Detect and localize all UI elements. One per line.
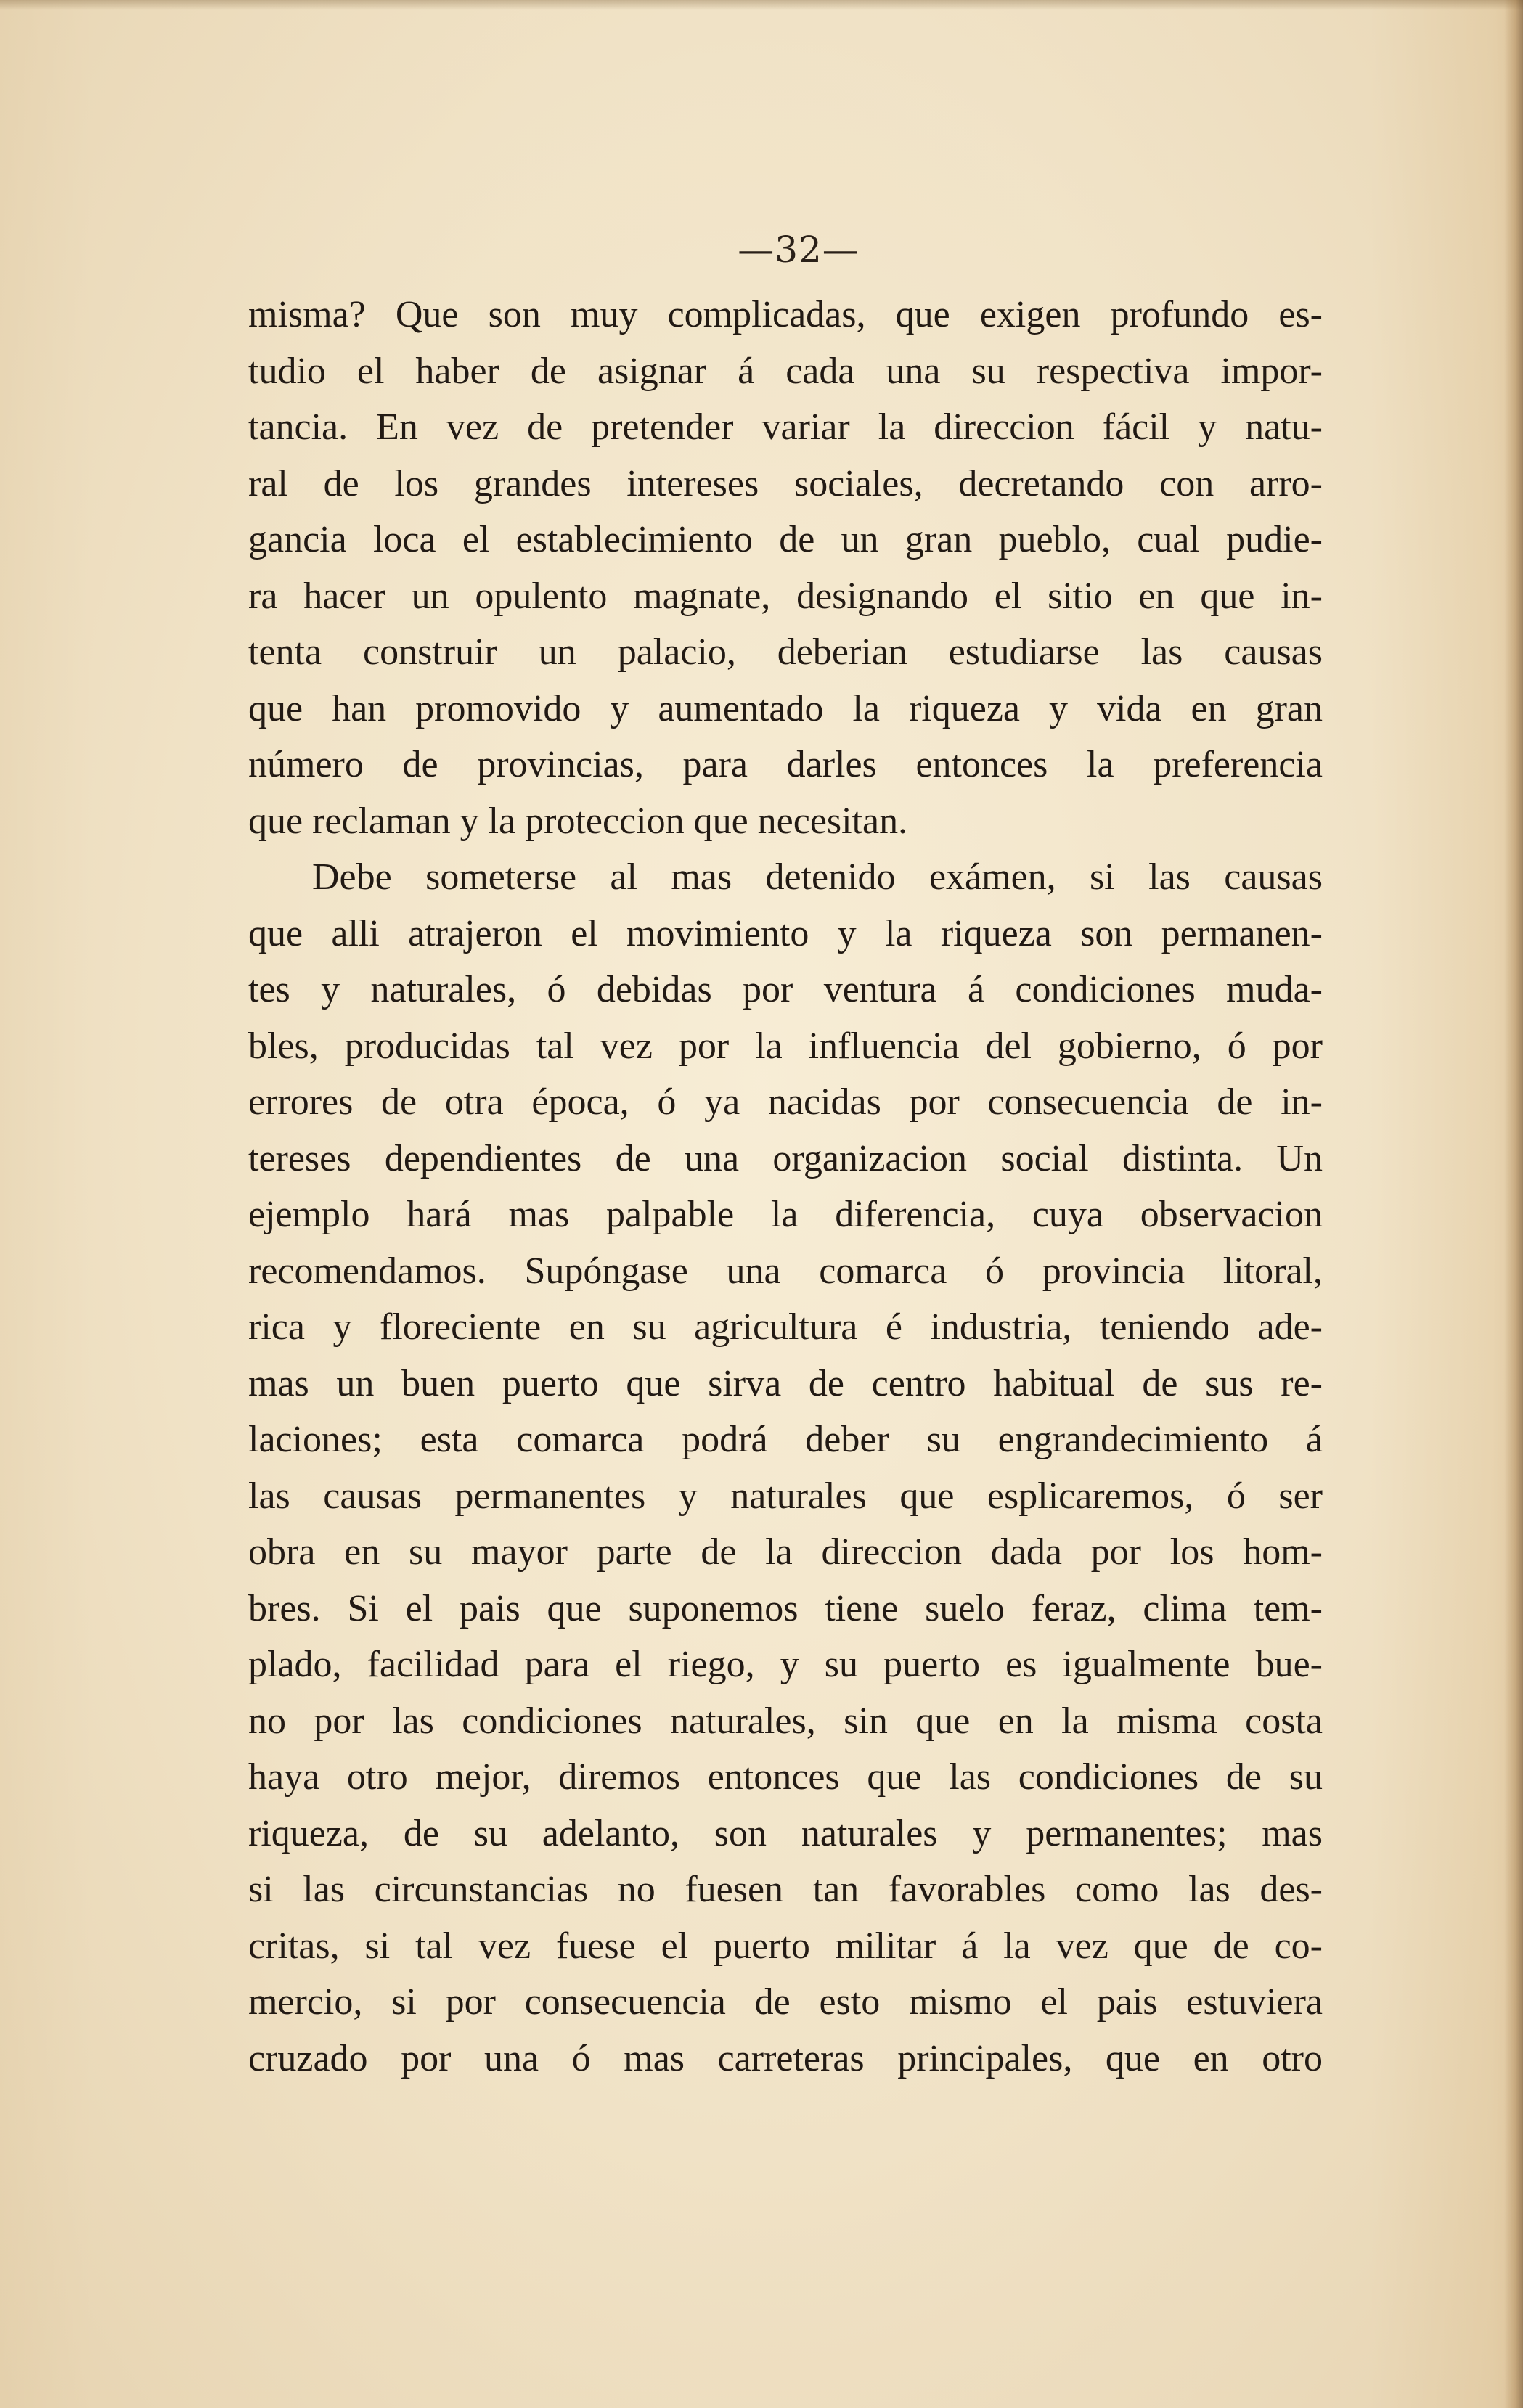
text-line: tudio el haber de asignar á cada una su respectiva impor- — [248, 350, 1323, 392]
page-right-edge — [1504, 0, 1523, 2408]
text-line: que reclaman y la proteccion que necesitan. — [248, 800, 908, 842]
text-line: tenta construir un palacio, deberian estudiarse las causas — [248, 631, 1323, 673]
text-line: las causas permanentes y naturales que esplicaremos, ó ser — [248, 1475, 1323, 1517]
text-line: que alli atrajeron el movimiento y la riqueza son permanen- — [248, 912, 1323, 954]
text-line: errores de otra época, ó ya nacidas por consecuencia de in- — [248, 1081, 1323, 1123]
text-line: obra en su mayor parte de la direccion dada por los hom- — [248, 1531, 1323, 1573]
text-line: critas, si tal vez fuese el puerto militar á la vez que de co- — [248, 1925, 1323, 1967]
text-line: bles, producidas tal vez por la influencia del gobierno, ó por — [248, 1025, 1323, 1067]
text-line: haya otro mejor, diremos entonces que las condiciones de su — [248, 1756, 1323, 1798]
text-line: Debe someterse al mas detenido exámen, si las causas — [312, 856, 1323, 898]
text-line: número de provincias, para darles entonces la preferencia — [248, 744, 1323, 785]
text-line: laciones; esta comarca podrá deber su engrandecimiento á — [248, 1419, 1323, 1460]
text-line: tancia. En vez de pretender variar la direccion fácil y natu- — [248, 406, 1323, 448]
text-line: bres. Si el pais que suponemos tiene suelo feraz, clima tem- — [248, 1587, 1323, 1629]
text-line: que han promovido y aumentado la riqueza y vida en gran — [248, 687, 1323, 729]
text-line: rica y floreciente en su agricultura é industria, teniendo ade- — [248, 1306, 1323, 1348]
text-line: recomendamos. Supóngase una comarca ó provincia litoral, — [248, 1250, 1323, 1292]
text-line: riqueza, de su adelanto, son naturales y permanentes; mas — [248, 1812, 1323, 1854]
text-line: gancia loca el establecimiento de un gran pueblo, cual pudie- — [248, 519, 1323, 560]
page-top-shadow — [0, 0, 1523, 10]
text-line: tes y naturales, ó debidas por ventura á condiciones muda- — [248, 969, 1323, 1010]
text-line: tereses dependientes de una organizacion social distinta. Un — [248, 1137, 1323, 1179]
text-line: mas un buen puerto que sirva de centro habitual de sus re- — [248, 1362, 1323, 1404]
text-line: mercio, si por consecuencia de esto mismo el pais estuviera — [248, 1981, 1323, 2023]
text-line: cruzado por una ó mas carreteras principales, que en otro — [248, 2037, 1323, 2079]
text-line: si las circunstancias no fuesen tan favorables como las des- — [248, 1869, 1323, 1910]
text-line: plado, facilidad para el riego, y su puerto es igualmente bue- — [248, 1644, 1323, 1685]
text-line: misma? Que son muy complicadas, que exigen profundo es- — [248, 294, 1323, 335]
body-text — [248, 287, 1323, 2086]
text-line: ra hacer un opulento magnate, designando el sitio en que in- — [248, 575, 1323, 617]
text-line: no por las condiciones naturales, sin que en la misma costa — [248, 1700, 1323, 1742]
text-line: ejemplo hará mas palpable la diferencia, cuya observacion — [248, 1194, 1323, 1235]
page-number: —32— — [738, 229, 860, 271]
text-line: ral de los grandes intereses sociales, decretando con arro- — [248, 462, 1323, 504]
paragraph-1 — [248, 287, 1323, 849]
paragraph-2 — [248, 849, 1323, 2086]
